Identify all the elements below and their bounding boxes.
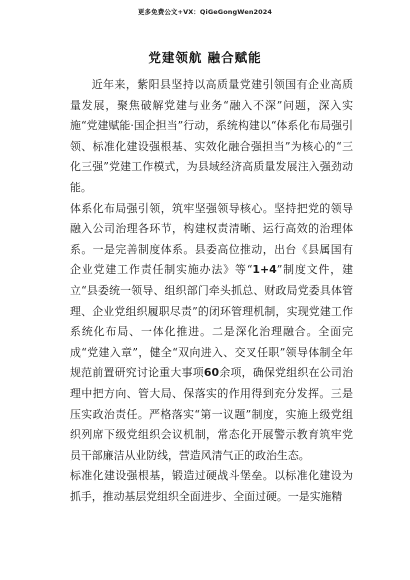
paragraph-text-segment: 体系化布局强引领，筑牢坚强领导核心。坚持把党的领导融入公司治理各环节，构建权责清晰、运行高效的治理体系。一是完善制度体系。县委高位推动，出台《县属国有企业党建工作责任制实施办法》等“ (70, 201, 353, 277)
page-title: 党建领航 融合赋能 (148, 50, 262, 65)
paragraph-text-segment: ”制度文件，建立“县委统一领导、组织部门牵头抓总、财政局党委具体管理、企业党组织履职尽责”的闭环管理机制，实现党建工作系统化布局、一体化推进。二是深化治理融合。全面完成“党建入章”，健全“双向进入、交叉任职”领导体制全年规范前置研究讨论重大事项 (70, 263, 353, 380)
emphasis-number: 1+4 (252, 263, 277, 277)
header-promo-note: 更多免费公文+VX：QiGeGongWen2024 (137, 8, 273, 16)
document-body (70, 75, 353, 507)
paragraph-intro: 近年来，紫阳县坚持以高质量党建引领国有企业高质量发展，聚焦破解党建与业务“融入不深”问题，深入实施“党建赋能·国企担当”行动，系统构建以“体系化布局强引领、标准化建设强根基、实效化融合强担当”为核心的“三化三强”党建工作模式，为县域经济高质量发展注入强劲动能。 (70, 78, 353, 194)
paragraph-systematic-layout (70, 199, 353, 467)
paragraph-standardized-building: 标准化建设强根基，锻造过硬战斗堡垒。以标准化建设为抓手，推动基层党组织全面进步、全面过硬。一是实施精 (70, 469, 353, 503)
paragraph-text-segment: 余项，确保党组织在公司治理中把方向、管大局、保落实的作用得到充分发挥。三是压实政治责任。严格落实“第一议题”制度，实施上级党组织列席下级党组织会议机制，常态化开展警示教育筑牢党员干部廉洁从业防线，营造风清气正的政治生态。 (70, 366, 353, 462)
emphasis-number: 60 (203, 366, 220, 380)
